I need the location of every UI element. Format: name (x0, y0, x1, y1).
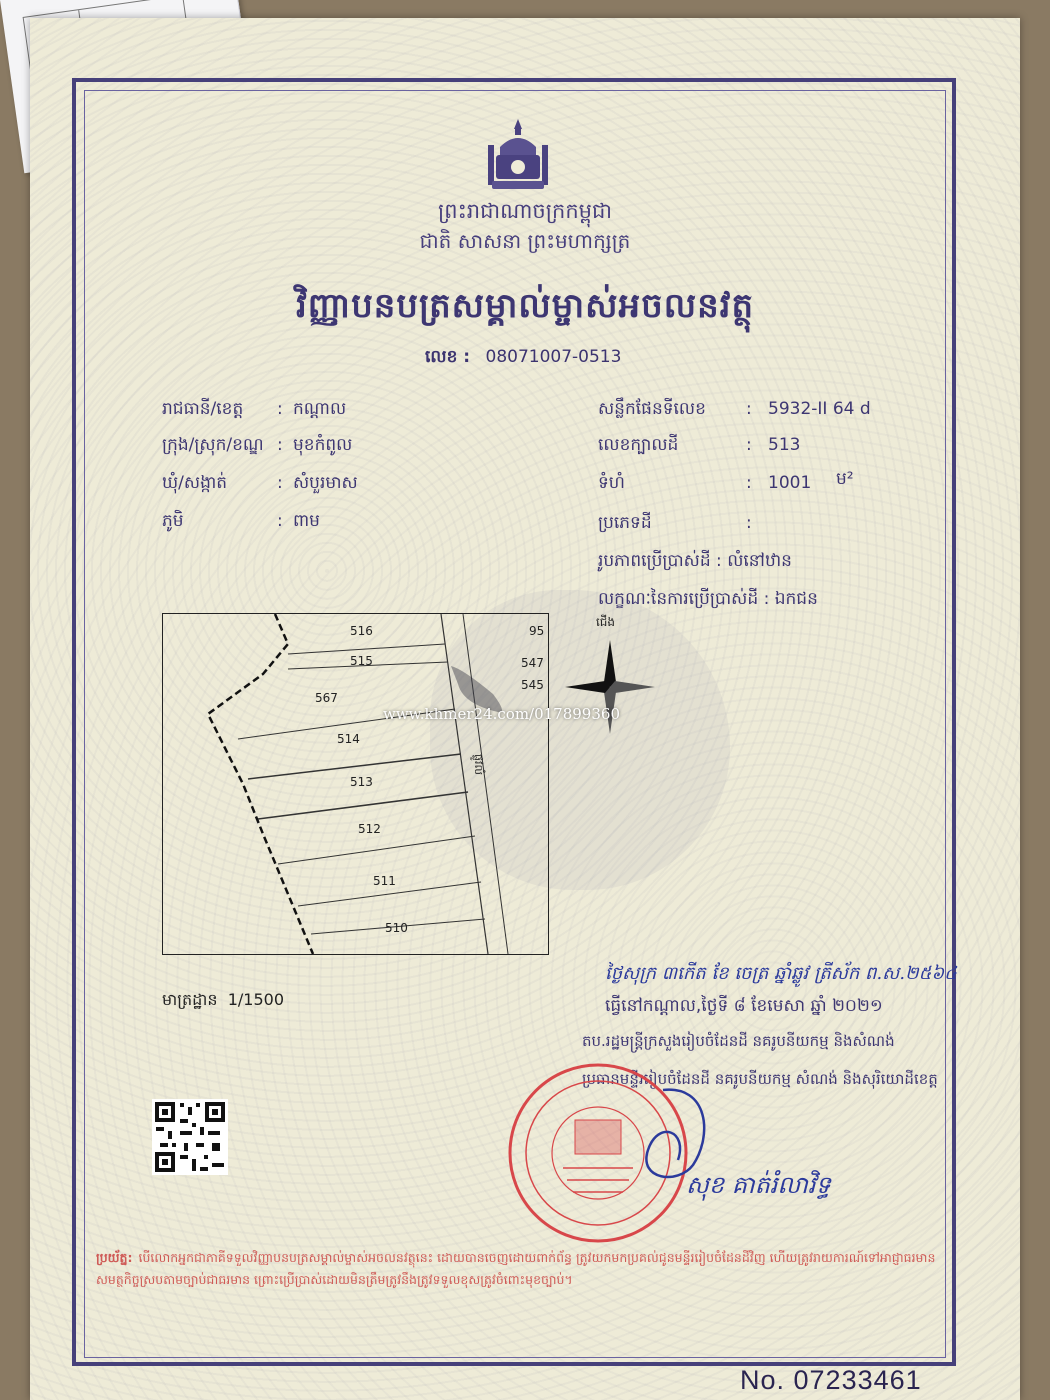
field-label: រូបភាពប្រើប្រាស់ដី (598, 551, 711, 571)
cadastral-parcel-map (162, 613, 549, 955)
field-value: កណ្ដាល (293, 399, 347, 419)
parcel-label: 516 (350, 624, 373, 638)
parcel-boundary-dashed-line (208, 614, 313, 954)
village-field: ភូមិ : ពាម (162, 510, 320, 535)
field-label: ប្រភេទដី (598, 513, 652, 533)
compass-north-label: ជើង (596, 615, 616, 629)
field-value: លំនៅឋាន (727, 551, 792, 571)
road-label: ផ្លូវលំ (472, 754, 485, 775)
parcel-label: 513 (350, 775, 373, 789)
signatory-title-line-2: ប្រធានមន្ទីររៀបចំដែនដី នគរូបនីយកម្ម សំណង់ និងសុរិយោដីខេត្ត (582, 1070, 938, 1088)
field-value: ពាម (293, 511, 320, 531)
field-value: 5932-II 64 d (768, 399, 871, 419)
certificate-number-row (425, 346, 621, 371)
edge-parcel-label: 95 (529, 624, 545, 638)
certificate-number-label: លេខ : (425, 347, 471, 367)
field-label: ក្រុង/ស្រុក/ខណ្ឌ (162, 435, 264, 455)
edge-parcel-label: 547 (521, 656, 544, 670)
signatory-name-handwritten: សុខ គាត់រំលាវិទ្ធ (686, 1171, 831, 1199)
field-label: លេខក្បាលដី (598, 435, 679, 455)
certificate-serial-number: No. 07233461 (740, 1365, 922, 1395)
issue-date-line: ធ្វើនៅកណ្ដាល,ថ្ងៃទី ៨ ខែមេសា ឆ្នាំ ២០២១ (605, 996, 883, 1016)
parcel-number-field: លេខក្បាលដី : 513 (598, 434, 800, 459)
royal-coat-of-arms-icon (478, 115, 558, 195)
commune-field: ឃុំ/សង្កាត់ : សំបួរមាស (162, 472, 358, 497)
district-field: ក្រុង/ស្រុក/ខណ្ឌ : មុខកំពូល (162, 434, 352, 459)
field-value: 1001 (768, 473, 812, 493)
field-label: ទំហំ (598, 473, 625, 493)
road-edge-line-2 (463, 614, 508, 954)
land-use-type-field: លក្ខណៈនៃការប្រើប្រាស់ដី : ឯកជន (598, 589, 818, 609)
scale-label: មាត្រដ្ឋាន (162, 990, 218, 1009)
edge-parcel-label: 545 (521, 678, 544, 692)
warning-notice-label: ប្រយ័ត្ន: (96, 1250, 133, 1265)
qr-code-icon (152, 1099, 228, 1175)
parcel-label: 567 (315, 691, 338, 705)
field-label: ភូមិ (162, 511, 184, 531)
north-arrow-compass-icon (560, 632, 660, 742)
kingdom-name: ព្រះរាជាណាចក្រកម្ពុជា (437, 199, 612, 223)
field-value: ឯកជន (774, 589, 818, 609)
area-unit: ម² (836, 469, 854, 489)
field-value: 513 (768, 435, 801, 455)
road-edge-line (441, 614, 488, 954)
province-field: រាជធានី/ខេត្ត : កណ្ដាល (162, 398, 346, 423)
field-value: សំបួរមាស (293, 473, 358, 493)
field-label: ឃុំ/សង្កាត់ (162, 473, 228, 493)
field-value: មុខកំពូល (293, 435, 353, 455)
warning-notice (96, 1247, 936, 1291)
field-label: លក្ខណៈនៃការប្រើប្រាស់ដី (598, 589, 759, 609)
parcel-label: 510 (385, 921, 408, 935)
land-type-field: ប្រភេទដី : (598, 512, 768, 537)
map-sheet-field: សន្លឹកផែនទីលេខ : 5932-II 64 d (598, 398, 871, 423)
lunar-date-handwritten: ថ្ងៃសុក្រ ៣កើត ខែ ចេត្រ ឆ្នាំឆ្លូវ ត្រីស័ក ព.ស.២៥៦៤ (605, 963, 957, 984)
land-use-field: រូបភាពប្រើប្រាស់ដី : លំនៅឋាន (598, 551, 792, 571)
parcel-label: 512 (358, 822, 381, 836)
field-label: រាជធានី/ខេត្ត (162, 399, 244, 419)
signatory-title-line-1: តប.រដ្ឋមន្ត្រីក្រសួងរៀបចំដែនដី នគរូបនីយកម្ម និងសំណង់ (582, 1032, 895, 1050)
parcel-label: 511 (373, 874, 396, 888)
website-watermark: www.khmer24.com/017899360 (383, 705, 620, 723)
document-title: វិញ្ញាបនបត្រសម្គាល់ម្ចាស់អចលនវត្ថុ (295, 286, 755, 326)
scale-value: 1/1500 (227, 990, 285, 1009)
field-label: សន្លឹកផែនទីលេខ (598, 399, 706, 419)
parcel-label: 514 (337, 732, 360, 746)
area-field: ទំហំ : 1001 (598, 472, 811, 497)
map-scale (162, 989, 284, 1013)
warning-notice-text: បើលោកអ្នកជាភាគីទទួលវិញ្ញាបនបត្រសម្គាល់ម្ចាស់អចលនវត្ថុនេះ ដោយបានចេញដោយពាក់ព័ន្ធ ត្រូវយកមកប្រគល់ជូនមន្ទីររៀបចំដែនដីវិញ ហើយត្រូវរាយការណ៍ទៅអាជ្ញាធរមានសមត្ថកិច្ចស្របតាមច្បាប់ជាធរមាន ព្រោះប្រើប្រាស់ដោយមិនត្រឹមត្រូវនឹងត្រូវទទួលខុសត្រូវចំពោះមុខច្បាប់។ (96, 1250, 936, 1287)
parcel-label: 515 (350, 654, 373, 668)
national-motto: ជាតិ សាសនា ព្រះមហាក្សត្រ (419, 229, 631, 253)
certificate-number-value: 08071007-0513 (485, 347, 622, 367)
